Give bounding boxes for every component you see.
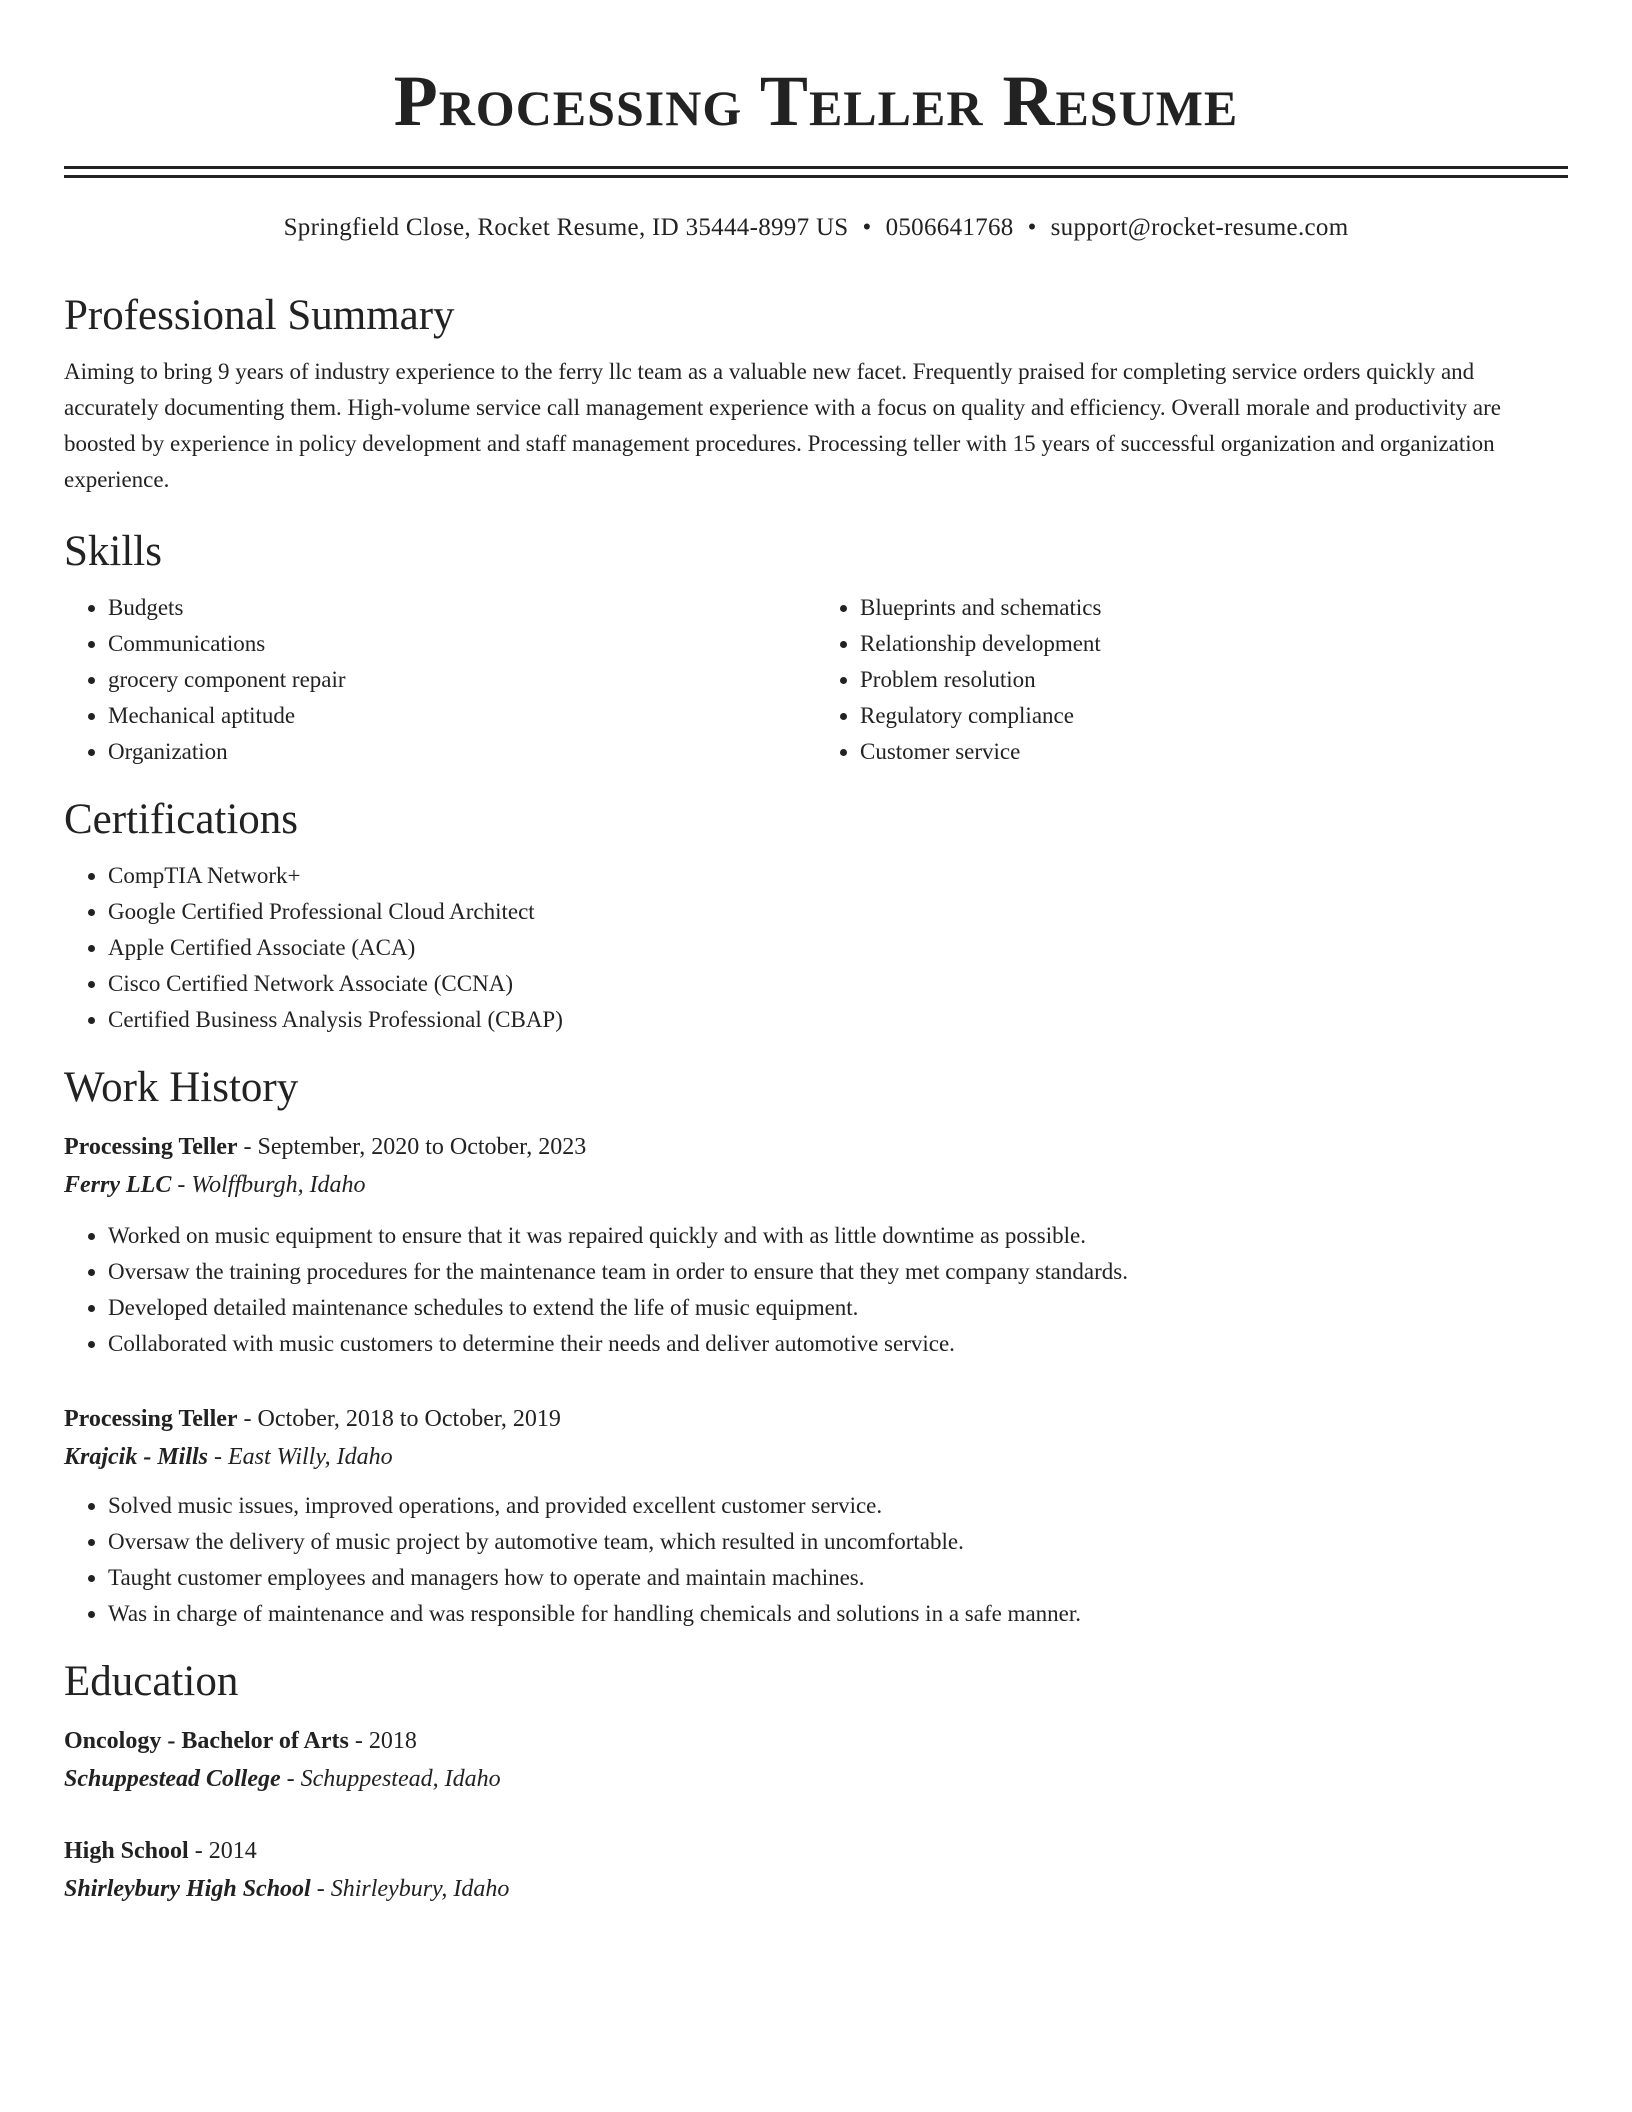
job-bullet: • Taught customer employees and managers how to operate and maintain machines.	[108, 1560, 1568, 1596]
job-company: Krajcik - Mills	[64, 1444, 209, 1470]
job-company-line	[64, 1166, 1568, 1204]
title-divider-top	[64, 166, 1568, 169]
skill-item: • Budgets	[108, 590, 816, 626]
skills-list-left	[64, 590, 816, 770]
education-location: - Shirleybury, Idaho	[310, 1876, 510, 1902]
job-company: Ferry LLC	[64, 1172, 172, 1198]
certification-item: • Cisco Certified Network Associate (CCNA)	[108, 966, 1568, 1002]
job-company-line	[64, 1438, 1568, 1476]
summary-heading: Professional Summary	[64, 292, 455, 339]
certification-item: • Certified Business Analysis Professional (CBAP)	[108, 1002, 1568, 1038]
skill-item: • Regulatory compliance	[860, 698, 1568, 734]
contact-email[interactable]: support@rocket-resume.com	[1050, 214, 1349, 241]
job-bullet: • Oversaw the delivery of music project by automotive team, which resulted in uncomfortable.	[108, 1524, 1568, 1560]
job-location: - Wolffburgh, Idaho	[171, 1172, 366, 1198]
skills-heading: Skills	[64, 528, 162, 575]
job-bullet: • Oversaw the training procedures for the maintenance team in order to ensure that they met company standards.	[108, 1254, 1568, 1290]
summary-text: Aiming to bring 9 years of industry experience to the ferry llc team as a valuable new facet. Frequently praised for completing service orders quickly and accurately documenting them. High-volume service call management experience with a focus on quality and efficiency. Overall morale and productivity are boosted by experience in policy development and staff management procedures. Processing teller with 15 years of successful organization and organization experience.	[64, 359, 1501, 492]
skill-item: • Organization	[108, 734, 816, 770]
job-bullet: • Solved music issues, improved operations, and provided excellent customer service.	[108, 1488, 1568, 1524]
job-bullet: • Was in charge of maintenance and was responsible for handling chemicals and solutions in a safe manner.	[108, 1596, 1568, 1632]
skill-item: • Relationship development	[860, 626, 1568, 662]
title-divider-bottom	[64, 175, 1568, 178]
job-header	[64, 1128, 1568, 1166]
contact-separator: •	[862, 214, 872, 241]
education-header	[64, 1832, 1568, 1870]
education-entry	[64, 1722, 1568, 1798]
skill-item: • grocery component repair	[108, 662, 816, 698]
skill-item: • Communications	[108, 626, 816, 662]
education-header	[64, 1722, 1568, 1760]
contact-line	[64, 212, 1568, 244]
contact-phone: 0506641768	[885, 214, 1014, 241]
education-school-line	[64, 1760, 1568, 1798]
education-heading: Education	[64, 1658, 239, 1705]
skill-item: • Problem resolution	[860, 662, 1568, 698]
contact-separator: •	[1027, 214, 1037, 241]
job-bullet: • Collaborated with music customers to determine their needs and deliver automotive service.	[108, 1326, 1568, 1362]
education-degree: High School	[64, 1838, 189, 1864]
job-header	[64, 1400, 1568, 1438]
certification-item: • CompTIA Network+	[108, 858, 1568, 894]
job-bullet: • Worked on music equipment to ensure that it was repaired quickly and with as little downtime as possible.	[108, 1218, 1568, 1254]
certifications-heading: Certifications	[64, 796, 299, 843]
certification-item: • Apple Certified Associate (ACA)	[108, 930, 1568, 966]
job-title: Processing Teller	[64, 1406, 238, 1432]
job-bullets	[64, 1218, 1568, 1362]
job-bullets	[64, 1488, 1568, 1632]
skill-item: • Blueprints and schematics	[860, 590, 1568, 626]
education-school: Shirleybury High School	[64, 1876, 311, 1902]
education-school: Schuppestead College	[64, 1766, 281, 1792]
education-school-line	[64, 1870, 1568, 1908]
job-entry	[64, 1400, 1568, 1632]
certifications-list	[64, 858, 1568, 1038]
resume-title: Processing Teller Resume	[393, 61, 1239, 141]
education-entry	[64, 1832, 1568, 1908]
job-entry	[64, 1128, 1568, 1362]
education-year: - 2014	[188, 1838, 257, 1864]
skill-item: • Customer service	[860, 734, 1568, 770]
skill-item: • Mechanical aptitude	[108, 698, 816, 734]
job-dates: - October, 2018 to October, 2019	[237, 1406, 561, 1432]
job-location: - East Willy, Idaho	[208, 1444, 393, 1470]
education-year: - 2018	[348, 1728, 417, 1754]
skills-list-right	[816, 590, 1568, 770]
education-degree: Oncology - Bachelor of Arts	[64, 1728, 349, 1754]
job-bullet: • Developed detailed maintenance schedules to extend the life of music equipment.	[108, 1290, 1568, 1326]
skills-columns	[64, 590, 1568, 770]
education-location: - Schuppestead, Idaho	[280, 1766, 501, 1792]
work-heading: Work History	[64, 1064, 299, 1111]
certification-item: • Google Certified Professional Cloud Architect	[108, 894, 1568, 930]
contact-address: Springfield Close, Rocket Resume, ID 35444-8997 US	[283, 214, 849, 241]
job-dates: - September, 2020 to October, 2023	[237, 1134, 587, 1160]
job-title: Processing Teller	[64, 1134, 238, 1160]
